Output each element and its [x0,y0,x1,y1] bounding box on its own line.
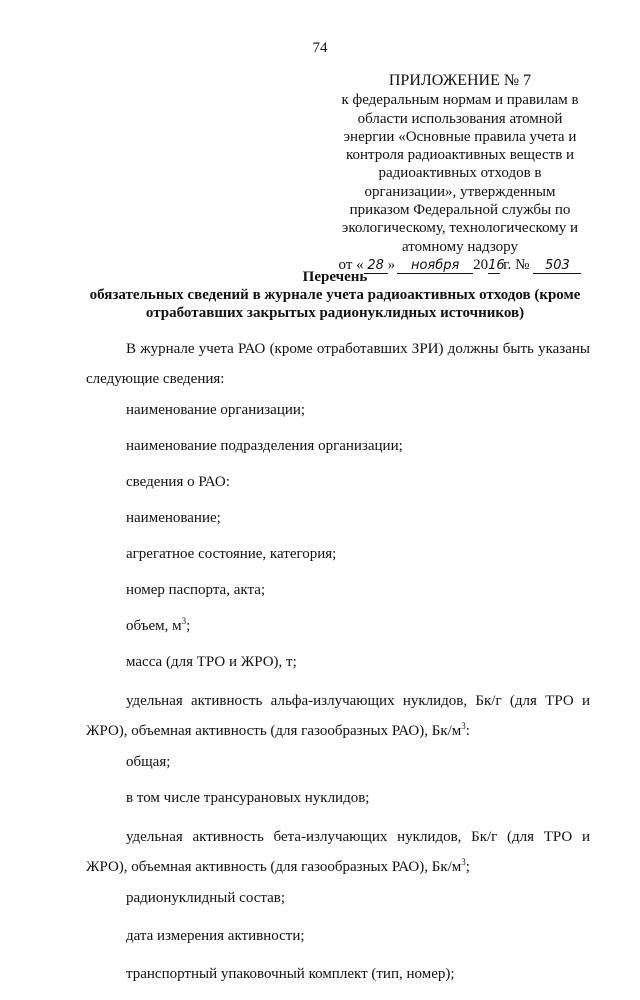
heading-line: Перечень [302,269,368,285]
heading-line: обязательных сведений в журнале учета радиоактивных отходов (кроме [89,287,581,303]
handwritten-day: 28 [364,258,388,274]
handwritten-year: 16 [488,257,505,273]
beta-superscript: 3 [461,857,466,867]
list-item: наименование; [126,510,221,526]
alpha-superscript: 3 [461,721,466,731]
appendix-line: контроля радиоактивных веществ и [345,147,575,164]
list-item: масса (для ТРО и ЖРО), т; [126,654,297,670]
list-item: в том числе трансурановых нуклидов; [126,790,370,806]
beta-activity-line2 [86,852,590,882]
list-item-volume [86,614,590,638]
date-prefix: от « [338,256,364,273]
alpha-text: ЖРО), объемная активность (для газообразных РАО), Бк/м [86,723,462,739]
document-heading [80,268,590,322]
appendix-line: атомному надзору [402,238,518,255]
page-number: 74 [312,40,328,56]
beta-end: ; [465,859,470,875]
appendix-line: приказом Федеральной службы по [349,202,571,219]
appendix-title: ПРИЛОЖЕНИЕ № 7 [388,72,532,89]
list-item: наименование организации; [126,402,306,418]
handwritten-order-number: 503 [533,258,581,274]
appendix-line: к федеральным нормам и правилам в [341,92,579,109]
volume-end: ; [186,618,191,634]
handwritten-month: ноября [397,258,473,274]
alpha-activity-line1: удельная активность альфа-излучающих нуклидов, Бк/г (для ТРО и [126,693,590,709]
year-prefix: 20 [473,256,489,273]
year-word: г. № [503,256,530,273]
list-item: агрегатное состояние, категория; [126,546,337,562]
alpha-end: : [465,723,470,739]
date-close-quote: » [387,256,396,273]
heading-line: отработавших закрытых радионуклидных источников) [145,305,525,321]
list-item: транспортный упаковочный комплект (тип, номер); [126,966,455,982]
alpha-activity-line2 [86,716,590,746]
beta-activity-line1: удельная активность бета-излучающих нуклидов, Бк/г (для ТРО и [126,829,590,845]
document-body [86,334,590,1000]
list-item: наименование подразделения организации; [126,438,403,454]
appendix-line: энергии «Основные правила учета и [343,128,577,145]
list-item: радионуклидный состав; [126,890,285,906]
list-item: сведения о РАО: [126,474,230,490]
list-item: номер паспорта, акта; [126,582,266,598]
list-item: общая; [126,754,171,770]
beta-text: ЖРО), объемная активность (для газообразных РАО), Бк/м [86,859,462,875]
volume-text: объем, м [126,618,182,634]
appendix-block [326,72,594,274]
appendix-line: радиоактивных отходов в [378,165,542,182]
appendix-line: области использования атомной [357,110,563,127]
appendix-line: экологическому, технологическому и [341,220,579,237]
intro-paragraph: В журнале учета РАО (кроме отработавших ЗРИ) должны быть указаны [126,341,590,357]
volume-superscript: 3 [181,616,187,626]
list-item: дата измерения активности; [126,928,305,944]
intro-continuation: следующие сведения: [86,371,225,387]
appendix-line: организации», утвержденным [364,183,556,200]
